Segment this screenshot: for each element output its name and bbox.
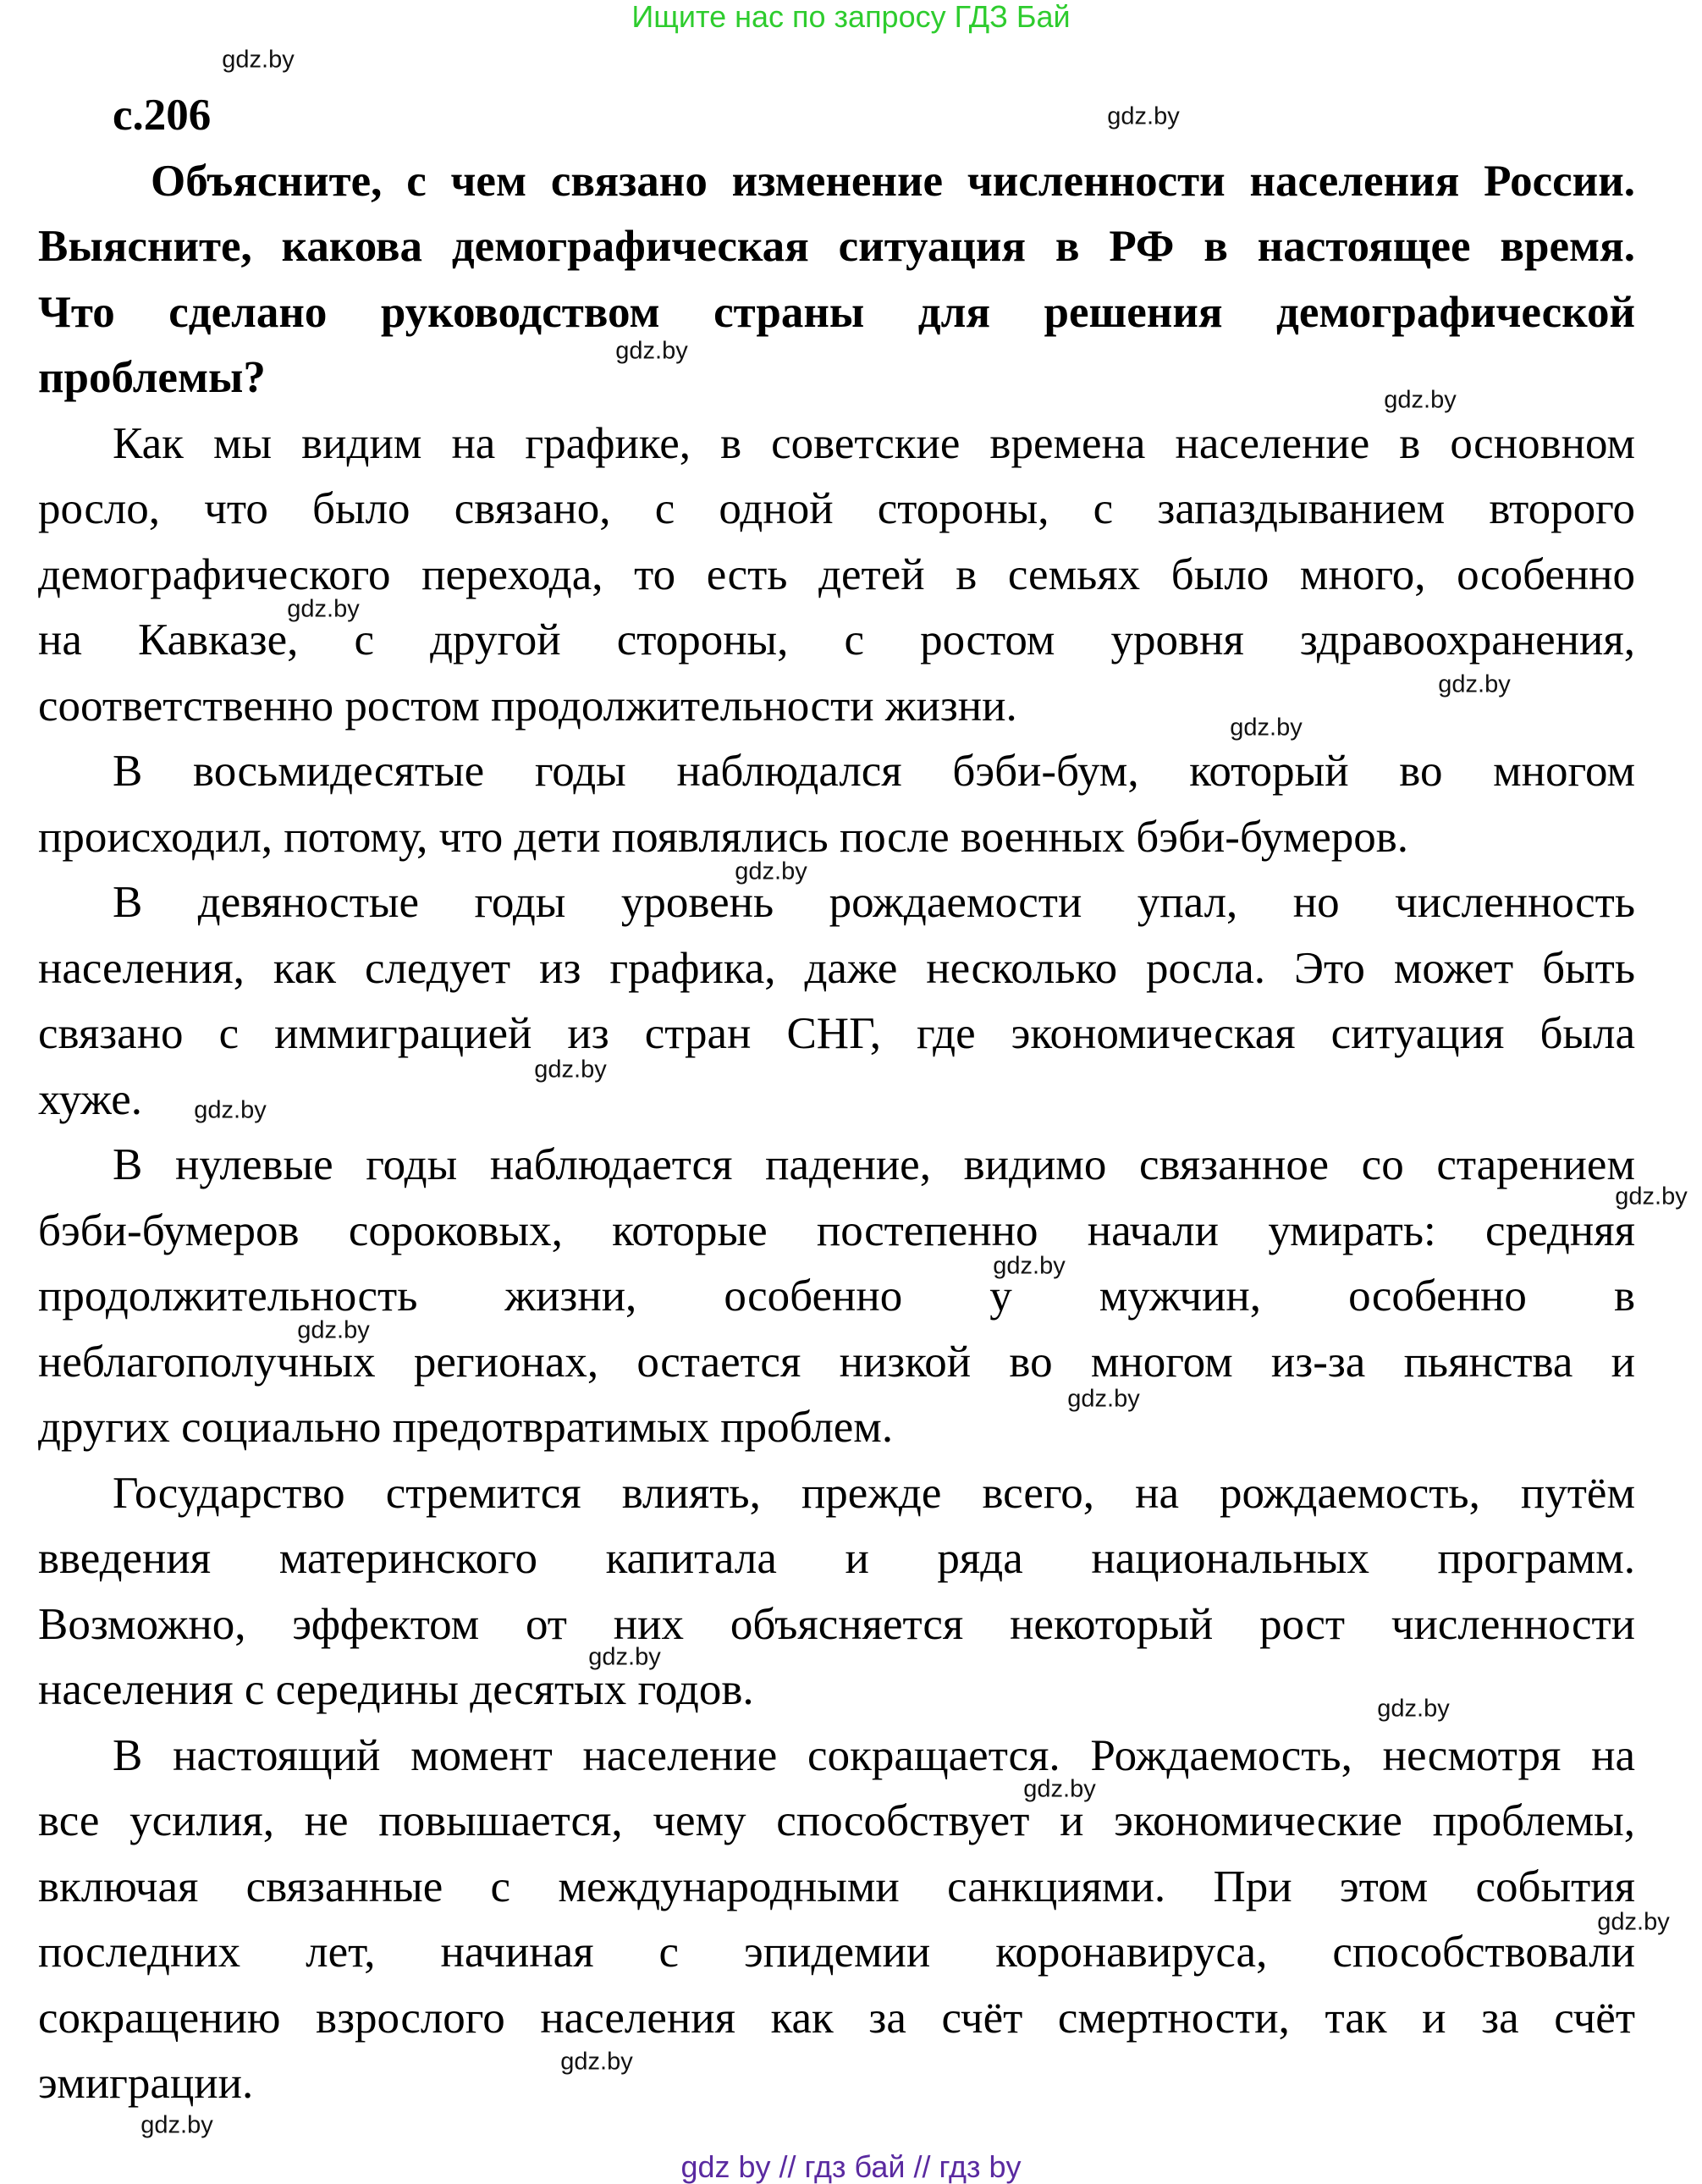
watermark: gdz.by	[615, 337, 688, 365]
watermark: gdz.by	[588, 1643, 661, 1671]
question-line: Объясните, с чем связано изменение численности населения России.	[151, 156, 1635, 206]
page-label: с.206	[113, 91, 212, 140]
question-line: Что сделано руководством страны для решения демографической	[38, 287, 1635, 337]
watermark: gdz.by	[287, 595, 360, 623]
footer-banner: gdz by // гдз бай // гдз by	[680, 2149, 1022, 2184]
paragraph-line: соответственно ростом продолжительности жизни.	[38, 681, 1017, 731]
search-banner: Ищите нас по запросу ГДЗ Бай	[631, 0, 1071, 34]
paragraph-line: все усилия, не повышается, чему способствует и экономические проблемы,	[38, 1796, 1635, 1845]
paragraph-line: В девяностые годы уровень рождаемости упал, но численность	[113, 878, 1635, 927]
watermark: gdz.by	[1438, 670, 1511, 698]
paragraph-line: Возможно, эффектом от них объясняется некоторый рост численности	[38, 1599, 1635, 1649]
watermark: gdz.by	[534, 1056, 607, 1084]
paragraph-line: введения материнского капитала и ряда национальных программ.	[38, 1534, 1635, 1583]
paragraph-line: В нулевые годы наблюдается падение, видимо связанное со старением	[113, 1140, 1635, 1189]
watermark: gdz.by	[194, 1096, 267, 1124]
paragraph-line: других социально предотвратимых проблем.	[38, 1403, 894, 1452]
paragraph-line: бэби-бумеров сороковых, которые постепенно начали умирать: средняя	[38, 1205, 1635, 1255]
paragraph-line: продолжительность жизни, особенно у мужчин, особенно в	[38, 1271, 1635, 1321]
paragraph-line: В настоящий момент население сокращается. Рождаемость, несмотря на	[113, 1730, 1635, 1780]
watermark: gdz.by	[140, 2111, 213, 2139]
paragraph-line: эмиграции.	[38, 2059, 254, 2108]
watermark: gdz.by	[297, 1316, 370, 1344]
watermark: gdz.by	[1230, 714, 1303, 742]
paragraph-line: демографического перехода, то есть детей в семьях было много, особенно	[38, 549, 1635, 599]
paragraph-line: населения с середины десятых годов.	[38, 1665, 754, 1714]
paragraph-line: хуже.	[38, 1074, 142, 1124]
watermark: gdz.by	[1377, 1695, 1450, 1723]
paragraph-line: В восьмидесятые годы наблюдался бэби-бум, который во многом	[113, 747, 1635, 796]
question-line: проблемы?	[38, 353, 266, 402]
paragraph-line: включая связанные с международными санкциями. При этом события	[38, 1861, 1635, 1911]
paragraph-line: Как мы видим на графике, в советские времена население в основном	[113, 418, 1635, 468]
watermark: gdz.by	[1615, 1183, 1688, 1211]
watermark: gdz.by	[735, 858, 807, 885]
watermark: gdz.by	[1107, 102, 1180, 130]
paragraph-line: Государство стремится влиять, прежде всего, на рождаемость, путём	[113, 1468, 1635, 1518]
watermark: gdz.by	[1597, 1908, 1670, 1936]
watermark: gdz.by	[1384, 386, 1457, 414]
watermark: gdz.by	[1067, 1385, 1140, 1413]
watermark: gdz.by	[1023, 1775, 1096, 1803]
question-line: Выясните, какова демографическая ситуация в РФ в настоящее время.	[38, 222, 1635, 271]
paragraph-line: росло, что было связано, с одной стороны, с запаздыванием второго	[38, 484, 1635, 533]
paragraph-line: последних лет, начиная с эпидемии коронавируса, способствовали	[38, 1928, 1635, 1977]
paragraph-line: неблагополучных регионах, остается низкой во многом из-за пьянства и	[38, 1337, 1635, 1387]
paragraph-line: на Кавказе, с другой стороны, с ростом уровня здравоохранения,	[38, 615, 1635, 665]
paragraph-line: происходил, потому, что дети появлялись после военных бэби-бумеров.	[38, 812, 1409, 862]
paragraph-line: связано с иммиграцией из стран СНГ, где экономическая ситуация была	[38, 1009, 1635, 1058]
paragraph-line: населения, как следует из графика, даже несколько росла. Это может быть	[38, 943, 1635, 993]
watermark: gdz.by	[993, 1252, 1066, 1280]
watermark: gdz.by	[222, 46, 295, 74]
watermark: gdz.by	[560, 2048, 633, 2076]
paragraph-line: сокращению взрослого населения как за счёт смертности, так и за счёт	[38, 1993, 1635, 2043]
